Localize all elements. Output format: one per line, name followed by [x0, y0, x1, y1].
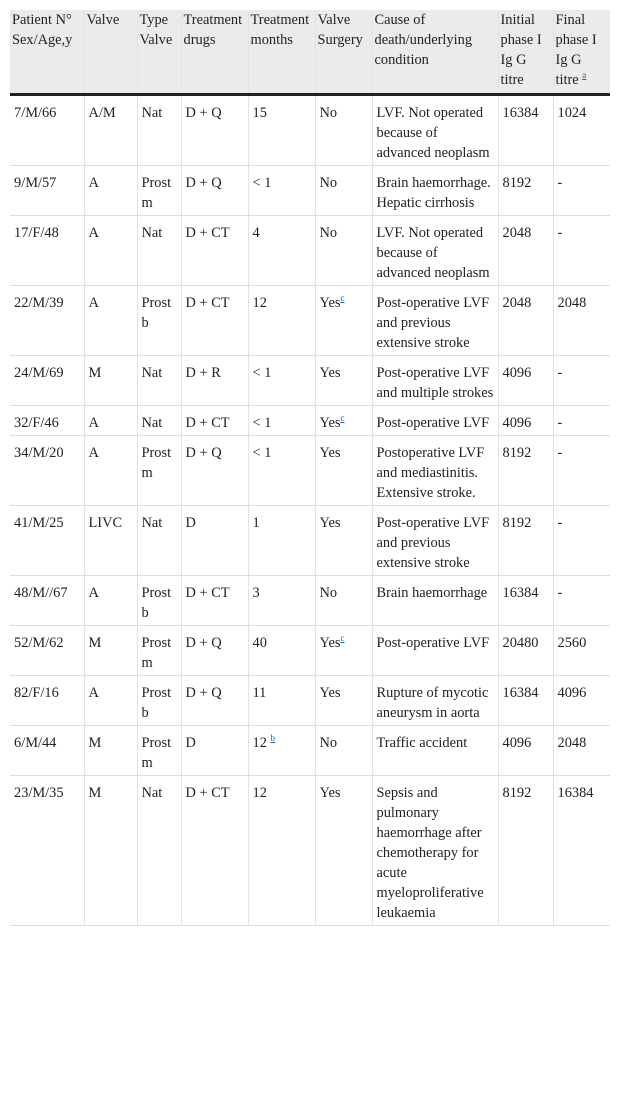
cell-final-titre: -: [553, 356, 610, 406]
cell-cause-of-death: Post-operative LVF and multiple strokes: [372, 356, 498, 406]
cell-initial-titre: 2048: [498, 286, 553, 356]
cell-cause-of-death: Brain haemorrhage: [372, 576, 498, 626]
cell-initial-titre: 2048: [498, 216, 553, 286]
cell-treatment-months: 12 $^b$: [248, 726, 315, 776]
footnote-link[interactable]: c: [340, 633, 345, 644]
cell-type-valve: Nat: [137, 216, 181, 286]
cell-final-titre: -: [553, 166, 610, 216]
header-line: Ig G: [500, 52, 527, 68]
cell-treatment-drugs: D + Q: [181, 626, 248, 676]
cell-final-titre: 2048: [553, 726, 610, 776]
cell-treatment-drugs: D + CT: [181, 286, 248, 356]
cell-initial-titre: 16384: [498, 576, 553, 626]
cell-treatment-months: 12: [248, 286, 315, 356]
cell-initial-titre: 20480: [498, 626, 553, 676]
header-valve-surgery: [315, 10, 372, 95]
table-row: [10, 676, 610, 726]
cell-final-titre: 2048: [553, 286, 610, 356]
cell-cause-of-death: Brain haemorrhage. Hepatic cirrhosis: [372, 166, 498, 216]
header-line: Valve: [317, 12, 351, 28]
footnote-link[interactable]: c: [340, 413, 345, 424]
cell-type-valve: Prost m: [137, 436, 181, 506]
cell-cause-of-death: Post-operative LVF and previous extensive stroke: [372, 506, 498, 576]
table-row: [10, 356, 610, 406]
cell-valve: A: [84, 676, 137, 726]
cell-treatment-drugs: D + Q: [181, 166, 248, 216]
cell-initial-titre: 16384: [498, 95, 553, 166]
header-treatment-drugs: [181, 10, 248, 95]
cell-valve-surgery: Yes: [315, 506, 372, 576]
header-patient: [10, 10, 84, 95]
cell-cause-of-death: Post-operative LVF: [372, 626, 498, 676]
header-line: phase I: [555, 32, 597, 48]
cell-patient: 22/M/39: [10, 286, 84, 356]
cell-type-valve: Prost b: [137, 576, 181, 626]
header-treatment-months: [248, 10, 315, 95]
cell-treatment-drugs: D + CT: [181, 576, 248, 626]
header-line: Final: [555, 12, 586, 28]
cell-cause-of-death: Rupture of mycotic aneurysm in aorta: [372, 676, 498, 726]
table-header: [10, 10, 610, 95]
cell-treatment-drugs: D + R: [181, 356, 248, 406]
header-line: Surgery: [317, 32, 363, 48]
cell-patient: 48/M//67: [10, 576, 84, 626]
cell-treatment-drugs: D + Q: [181, 95, 248, 166]
cell-final-titre: -: [553, 576, 610, 626]
cell-final-titre: -: [553, 406, 610, 436]
table-row: [10, 726, 610, 776]
cell-valve-surgery: No: [315, 216, 372, 286]
cell-treatment-months: 12: [248, 776, 315, 926]
cell-cause-of-death: LVF. Not operated because of advanced neoplasm: [372, 216, 498, 286]
table-row: [10, 776, 610, 926]
cell-patient: 23/M/35: [10, 776, 84, 926]
cell-final-titre: -: [553, 436, 610, 506]
cell-final-titre: 2560: [553, 626, 610, 676]
cell-valve: LIVC: [84, 506, 137, 576]
cell-type-valve: Nat: [137, 776, 181, 926]
cell-final-titre: -: [553, 216, 610, 286]
cell-treatment-drugs: D + Q: [181, 436, 248, 506]
table-row: [10, 626, 610, 676]
patients-table: [10, 10, 610, 926]
cell-initial-titre: 4096: [498, 726, 553, 776]
header-line: titre $^a$: [555, 70, 587, 88]
header-line: Patient N°: [12, 12, 72, 28]
table-wrapper: [10, 10, 610, 926]
header-row: [10, 10, 610, 95]
cell-patient: 24/M/69: [10, 356, 84, 406]
header-line: Ig G: [555, 52, 582, 68]
cell-patient: 34/M/20: [10, 436, 84, 506]
cell-valve: A: [84, 286, 137, 356]
header-line: months: [250, 32, 293, 48]
cell-final-titre: -: [553, 506, 610, 576]
cell-patient: 7/M/66: [10, 95, 84, 166]
cell-treatment-drugs: D + CT: [181, 216, 248, 286]
footnote-link[interactable]: b: [270, 733, 275, 744]
cell-valve-surgery: No: [315, 95, 372, 166]
header-cause-of-death: [372, 10, 498, 95]
header-line: Treatment: [250, 12, 310, 28]
footnote-link[interactable]: a: [582, 70, 587, 81]
cell-initial-titre: 8192: [498, 776, 553, 926]
cell-patient: 9/M/57: [10, 166, 84, 216]
cell-final-titre: 1024: [553, 95, 610, 166]
cell-valve: M: [84, 726, 137, 776]
cell-cause-of-death: Sepsis and pulmonary haemorrhage after chemotherapy for acute myeloproliferative leukaemia: [372, 776, 498, 926]
cell-valve-surgery: Yes$^c$: [315, 406, 372, 436]
cell-valve: M: [84, 626, 137, 676]
cell-initial-titre: 8192: [498, 506, 553, 576]
cell-patient: 32/F/46: [10, 406, 84, 436]
header-initial-titre: [498, 10, 553, 95]
cell-treatment-months: < 1: [248, 356, 315, 406]
cell-final-titre: 16384: [553, 776, 610, 926]
table-row: [10, 95, 610, 166]
cell-type-valve: Nat: [137, 506, 181, 576]
header-final-titre: [553, 10, 610, 95]
cell-valve: A: [84, 436, 137, 506]
header-valve: [84, 10, 137, 95]
cell-final-titre: 4096: [553, 676, 610, 726]
header-line: Valve: [139, 32, 173, 48]
header-line: phase I: [500, 32, 542, 48]
cell-treatment-months: < 1: [248, 436, 315, 506]
cell-treatment-months: 15: [248, 95, 315, 166]
cell-treatment-months: < 1: [248, 166, 315, 216]
cell-type-valve: Nat: [137, 95, 181, 166]
cell-valve-surgery: Yes$^c$: [315, 626, 372, 676]
table-row: [10, 436, 610, 506]
header-line: Type: [139, 12, 169, 28]
cell-treatment-months: 4: [248, 216, 315, 286]
cell-type-valve: Prost m: [137, 626, 181, 676]
cell-cause-of-death: LVF. Not operated because of advanced neoplasm: [372, 95, 498, 166]
cell-type-valve: Nat: [137, 356, 181, 406]
cell-treatment-drugs: D + Q: [181, 676, 248, 726]
cell-valve: A: [84, 406, 137, 436]
table-row: [10, 506, 610, 576]
cell-valve-surgery: Yes: [315, 436, 372, 506]
cell-valve: A/M: [84, 95, 137, 166]
cell-initial-titre: 4096: [498, 406, 553, 436]
cell-treatment-drugs: D + CT: [181, 406, 248, 436]
cell-type-valve: Prost m: [137, 166, 181, 216]
cell-treatment-months: 40: [248, 626, 315, 676]
header-line: titre: [500, 72, 524, 88]
cell-treatment-months: 1: [248, 506, 315, 576]
header-line: Valve: [86, 12, 120, 28]
cell-patient: 41/M/25: [10, 506, 84, 576]
cell-valve-surgery: Yes: [315, 356, 372, 406]
cell-cause-of-death: Post-operative LVF: [372, 406, 498, 436]
cell-initial-titre: 4096: [498, 356, 553, 406]
cell-valve-surgery: No: [315, 166, 372, 216]
cell-treatment-drugs: D: [181, 506, 248, 576]
header-line: death/underlying: [374, 32, 473, 48]
cell-valve-surgery: No: [315, 576, 372, 626]
cell-patient: 17/F/48: [10, 216, 84, 286]
header-line: drugs: [183, 32, 216, 48]
cell-valve-surgery: No: [315, 726, 372, 776]
cell-initial-titre: 8192: [498, 166, 553, 216]
table-row: [10, 166, 610, 216]
table-row: [10, 406, 610, 436]
cell-patient: 52/M/62: [10, 626, 84, 676]
cell-type-valve: Prost m: [137, 726, 181, 776]
cell-valve: A: [84, 166, 137, 216]
cell-treatment-months: < 1: [248, 406, 315, 436]
cell-type-valve: Prost b: [137, 286, 181, 356]
cell-valve-surgery: Yes$^c$: [315, 286, 372, 356]
cell-type-valve: Nat: [137, 406, 181, 436]
cell-cause-of-death: Post-operative LVF and previous extensive stroke: [372, 286, 498, 356]
header-line: Initial: [500, 12, 535, 28]
cell-valve-surgery: Yes: [315, 776, 372, 926]
header-line: condition: [374, 52, 429, 68]
cell-valve-surgery: Yes: [315, 676, 372, 726]
table-row: [10, 216, 610, 286]
cell-valve: A: [84, 576, 137, 626]
header-line: Sex/Age,y: [12, 32, 73, 48]
header-line: Cause of: [374, 12, 426, 28]
header-type-valve: [137, 10, 181, 95]
cell-initial-titre: 16384: [498, 676, 553, 726]
footnote-link[interactable]: c: [340, 293, 345, 304]
cell-initial-titre: 8192: [498, 436, 553, 506]
cell-treatment-drugs: D + CT: [181, 776, 248, 926]
cell-valve: M: [84, 776, 137, 926]
cell-cause-of-death: Postoperative LVF and mediastinitis. Extensive stroke.: [372, 436, 498, 506]
cell-patient: 6/M/44: [10, 726, 84, 776]
table-row: [10, 286, 610, 356]
cell-valve: A: [84, 216, 137, 286]
table-body: [10, 95, 610, 926]
header-line: Treatment: [183, 12, 243, 28]
cell-type-valve: Prost b: [137, 676, 181, 726]
table-row: [10, 576, 610, 626]
cell-valve: M: [84, 356, 137, 406]
cell-treatment-months: 11: [248, 676, 315, 726]
cell-treatment-months: 3: [248, 576, 315, 626]
cell-cause-of-death: Traffic accident: [372, 726, 498, 776]
cell-treatment-drugs: D: [181, 726, 248, 776]
cell-patient: 82/F/16: [10, 676, 84, 726]
